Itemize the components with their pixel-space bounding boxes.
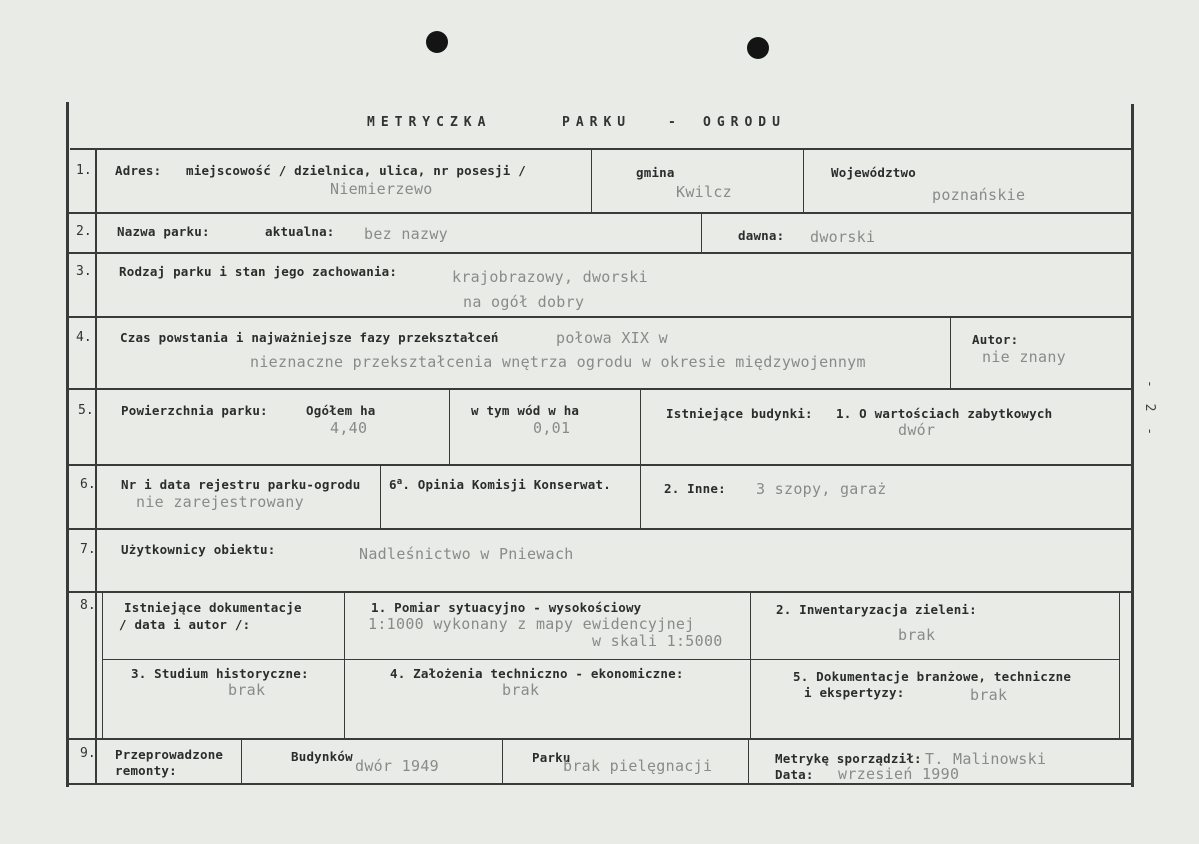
gmina-value: Kwilcz (676, 183, 732, 201)
inne-label: 2. Inne: (664, 481, 726, 496)
wojewodztwo-value: poznańskie (932, 186, 1026, 204)
pomiar-label: 1. Pomiar sytuacyjno - wysokościowy (371, 600, 642, 615)
remonty-label-1: Przeprowadzone (115, 747, 224, 762)
title-dash: - (668, 115, 682, 130)
inwentaryzacja-label: 2. Inwentaryzacja zieleni: (776, 602, 977, 617)
row-number-4: 4. (76, 330, 92, 345)
aktualna-value: bez nazwy (364, 225, 448, 243)
dawna-value: dworski (810, 228, 876, 246)
row-number-7: 7. (80, 542, 96, 557)
opinia-superscript: a (396, 477, 403, 487)
punch-hole-left (426, 31, 448, 53)
budynkow-value: dwór 1949 (355, 757, 439, 775)
title-part3: OGRODU (703, 115, 786, 130)
studium-value: brak (228, 681, 266, 699)
ogolem-value: 4,40 (330, 419, 368, 437)
studium-label: 3. Studium historyczne: (131, 666, 309, 681)
metryke-sporzadzil-label: Metrykę sporządził: (775, 751, 922, 766)
dokumentacje-label-2: / data i autor /: (119, 617, 251, 632)
ogolem-label: Ogółem ha (306, 403, 376, 418)
wod-label: w tym wód w ha (471, 403, 580, 418)
pomiar-value-1: 1:1000 wykonany z mapy ewidencyjnej (368, 615, 695, 633)
row-number-2: 2. (76, 224, 92, 239)
autor-label: Autor: (972, 332, 1019, 347)
row-number-6: 6. (80, 477, 96, 492)
branzowe-value: brak (970, 686, 1008, 704)
data-label: Data: (775, 767, 814, 782)
inne-value: 3 szopy, garaż (756, 480, 887, 498)
powierzchnia-label: Powierzchnia parku: (121, 403, 268, 418)
adres-sub-label: miejscowość / dzielnica, ulica, nr posesji / (186, 163, 526, 178)
rodzaj-value-1: krajobrazowy, dworski (452, 268, 648, 286)
metryke-sporzadzil-value: T. Malinowski (925, 750, 1047, 768)
opinia-text: . Opinia Komisji Konserwat. (402, 477, 611, 493)
punch-hole-right (747, 37, 769, 59)
opinia-label (389, 477, 611, 492)
row-number-3: 3. (76, 264, 92, 279)
uzytkownicy-label: Użytkownicy obiektu: (121, 542, 276, 557)
wod-value: 0,01 (533, 419, 571, 437)
gmina-label: gmina (636, 165, 675, 180)
rejestr-label: Nr i data rejestru parku-ogrodu (121, 477, 361, 492)
remonty-label-2: remonty: (115, 763, 177, 778)
budynki-label: Istniejące budynki: (666, 406, 813, 421)
opinia-number: 6 (389, 477, 397, 493)
uzytkownicy-value: Nadleśnictwo w Pniewach (359, 545, 574, 563)
rejestr-value: nie zarejestrowany (136, 493, 304, 511)
nazwa-label: Nazwa parku: (117, 224, 210, 239)
branzowe-label-1: 5. Dokumentacje branżowe, techniczne (793, 669, 1072, 684)
czas-value-1: połowa XIX w (556, 329, 668, 347)
side-page-number: - 2 - (1142, 380, 1157, 440)
title-part2: PARKU (562, 115, 632, 130)
adres-value: Niemierzewo (330, 180, 433, 198)
aktualna-label: aktualna: (265, 224, 335, 239)
wojewodztwo-label: Województwo (831, 165, 916, 180)
row-number-1: 1. (76, 163, 92, 178)
rodzaj-value-2: na ogół dobry (463, 293, 585, 311)
budynki-zabytkowe-value: dwór (898, 421, 936, 439)
autor-value: nie znany (982, 348, 1066, 366)
zalozenia-value: brak (502, 681, 540, 699)
czas-value-2: nieznaczne przekształcenia wnętrza ogrodu w okresie międzywojennym (250, 353, 866, 371)
budynki-zabytkowe-label: 1. O wartościach zabytkowych (836, 406, 1053, 421)
budynkow-label: Budynków (291, 749, 353, 764)
row-number-8: 8. (80, 598, 96, 613)
inwentaryzacja-value: brak (898, 626, 936, 644)
zalozenia-label: 4. Założenia techniczno - ekonomiczne: (390, 666, 684, 681)
adres-label: Adres: (115, 163, 162, 178)
branzowe-label-2: i ekspertyzy: (804, 685, 905, 700)
title-part1: METRYCZKA (367, 115, 492, 130)
parku-label: Parku (532, 750, 571, 765)
row-number-5: 5. (78, 403, 94, 418)
dawna-label: dawna: (738, 228, 785, 243)
dokumentacje-label-1: Istniejące dokumentacje (124, 600, 302, 615)
rodzaj-label: Rodzaj parku i stan jego zachowania: (119, 264, 398, 279)
parku-value: brak pielęgnacji (563, 757, 713, 775)
czas-label: Czas powstania i najważniejsze fazy przekształceń (120, 330, 499, 345)
pomiar-value-2: w skali 1:5000 (592, 632, 723, 650)
data-value: wrzesień 1990 (838, 765, 960, 783)
row-number-9: 9. (80, 746, 96, 761)
